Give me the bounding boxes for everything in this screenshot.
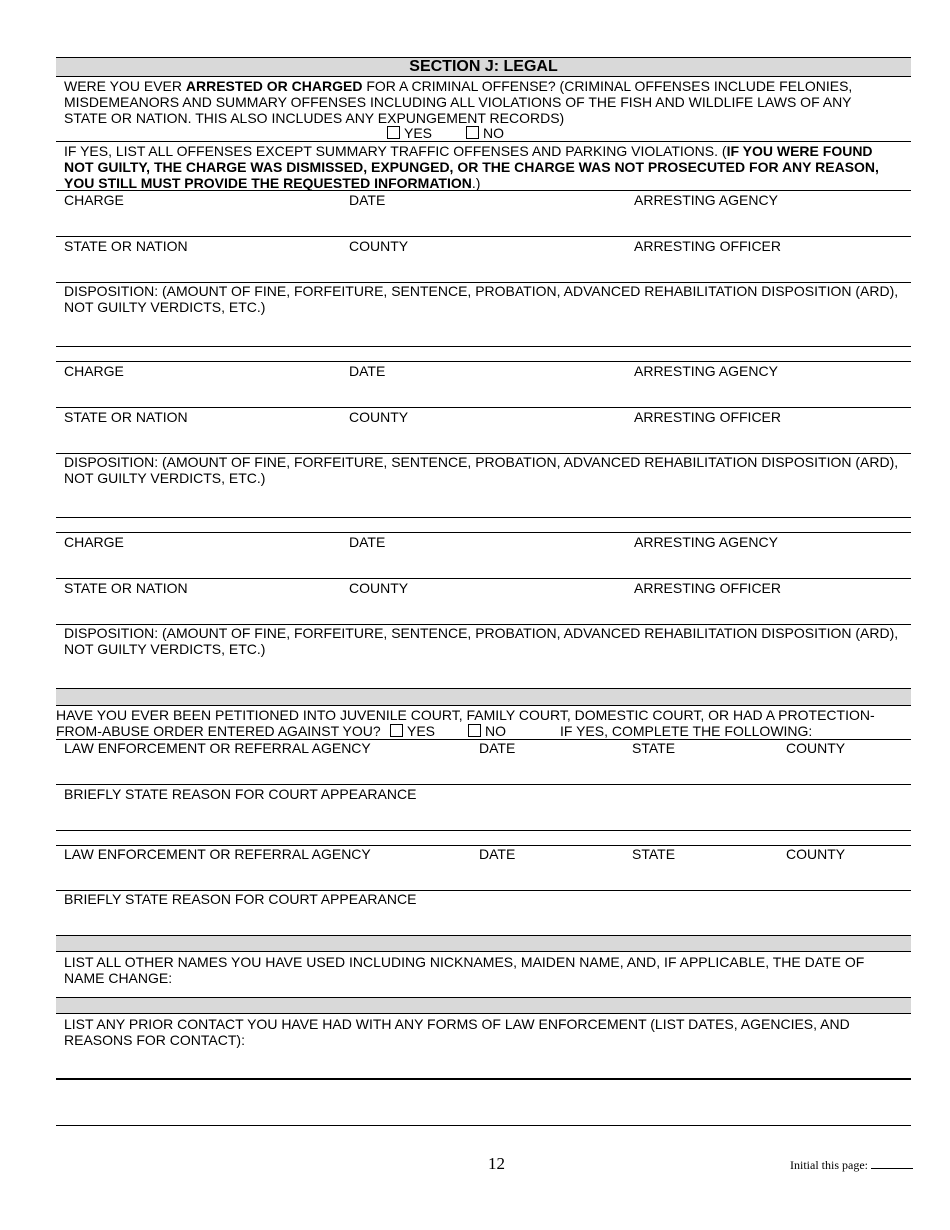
disposition-field[interactable] xyxy=(64,454,909,486)
court-date-field[interactable]: DATE xyxy=(479,740,516,756)
q1-bold: ARRESTED OR CHARGED xyxy=(185,78,363,94)
q3-line1: LIST ALL OTHER NAMES YOU HAVE USED INCLUDING NICKNAMES, MAIDEN NAME, AND, IF APPLICABLE, THE DATE OF xyxy=(64,954,865,970)
q1-yes-checkbox[interactable] xyxy=(387,126,400,139)
divider xyxy=(56,236,911,237)
section-separator xyxy=(56,935,911,952)
arresting-agency-field[interactable]: ARRESTING AGENCY xyxy=(634,534,778,550)
charge-field[interactable]: CHARGE xyxy=(64,363,124,379)
instr-bold3: YOU STILL MUST PROVIDE THE REQUESTED INFORMATION xyxy=(64,175,472,191)
disposition-label-2: NOT GUILTY VERDICTS, ETC.) xyxy=(64,299,266,315)
other-names-field[interactable] xyxy=(64,954,909,986)
state-or-nation-field[interactable]: STATE OR NATION xyxy=(64,238,188,254)
date-field[interactable]: DATE xyxy=(349,192,386,208)
divider xyxy=(56,517,911,518)
county-field[interactable]: COUNTY xyxy=(349,238,409,254)
juvenile-court-question xyxy=(56,707,911,723)
section-separator xyxy=(56,688,911,706)
offense-instructions xyxy=(64,143,909,191)
county-field[interactable]: COUNTY xyxy=(349,409,409,425)
page-number: 12 xyxy=(488,1154,505,1173)
disposition-label: DISPOSITION: (AMOUNT OF FINE, FORFEITURE, SENTENCE, PROBATION, ADVANCED REHABILITATION DISPOSITION (ARD), xyxy=(64,454,899,470)
disposition-field[interactable] xyxy=(64,625,909,657)
divider xyxy=(56,830,911,831)
q3-line2: NAME CHANGE: xyxy=(64,970,173,986)
q1-no-label: NO xyxy=(483,125,504,141)
charge-field[interactable]: CHARGE xyxy=(64,192,124,208)
q1-no-checkbox[interactable] xyxy=(466,126,479,139)
initial-blank[interactable] xyxy=(871,1168,913,1169)
initial-label: Initial this page: xyxy=(790,1158,868,1172)
state-or-nation-field[interactable]: STATE OR NATION xyxy=(64,409,188,425)
state-or-nation-field[interactable]: STATE OR NATION xyxy=(64,580,188,596)
divider xyxy=(56,1078,911,1080)
court-reason-field[interactable]: BRIEFLY STATE REASON FOR COURT APPEARANCE xyxy=(64,786,417,802)
court-state-field[interactable]: STATE xyxy=(632,740,676,756)
q1-pre: WERE YOU EVER xyxy=(64,78,186,94)
disposition-label-2: NOT GUILTY VERDICTS, ETC.) xyxy=(64,641,266,657)
q2-line2: FROM-ABUSE ORDER ENTERED AGAINST YOU? xyxy=(56,723,381,739)
disposition-field[interactable] xyxy=(64,283,909,315)
disposition-label: DISPOSITION: (AMOUNT OF FINE, FORFEITURE, SENTENCE, PROBATION, ADVANCED REHABILITATION DISPOSITION (ARD), xyxy=(64,625,899,641)
q2-line1: HAVE YOU EVER BEEN PETITIONED INTO JUVENILE COURT, FAMILY COURT, DOMESTIC COURT, OR HAD A PROTECTION- xyxy=(56,707,875,723)
divider xyxy=(56,578,911,579)
arresting-agency-field[interactable]: ARRESTING AGENCY xyxy=(634,192,778,208)
agency-field[interactable]: LAW ENFORCEMENT OR REFERRAL AGENCY xyxy=(64,740,371,756)
court-state-field[interactable]: STATE xyxy=(632,846,676,862)
q2-no-label: NO xyxy=(485,723,506,739)
court-county-field[interactable]: COUNTY xyxy=(786,846,846,862)
q1-no-option[interactable] xyxy=(466,125,504,141)
arresting-officer-field[interactable]: ARRESTING OFFICER xyxy=(634,238,782,254)
initial-this-page[interactable] xyxy=(790,1158,913,1173)
court-reason-field[interactable]: BRIEFLY STATE REASON FOR COURT APPEARANCE xyxy=(64,891,417,907)
divider xyxy=(56,361,911,362)
agency-field[interactable]: LAW ENFORCEMENT OR REFERRAL AGENCY xyxy=(64,846,371,862)
county-field[interactable]: COUNTY xyxy=(349,580,409,596)
disposition-label-2: NOT GUILTY VERDICTS, ETC.) xyxy=(64,470,266,486)
q1-yes-option[interactable] xyxy=(387,125,432,141)
q2-no-checkbox[interactable] xyxy=(468,724,481,737)
divider xyxy=(56,141,911,142)
q4-line1: LIST ANY PRIOR CONTACT YOU HAVE HAD WITH ANY FORMS OF LAW ENFORCEMENT (LIST DATES, AGENCIES, AND xyxy=(64,1016,850,1032)
arresting-officer-field[interactable]: ARRESTING OFFICER xyxy=(634,409,782,425)
q4-line2: REASONS FOR CONTACT): xyxy=(64,1032,245,1048)
divider xyxy=(56,407,911,408)
divider xyxy=(56,1125,911,1126)
date-field[interactable]: DATE xyxy=(349,363,386,379)
arresting-agency-field[interactable]: ARRESTING AGENCY xyxy=(634,363,778,379)
divider xyxy=(56,346,911,347)
section-title: SECTION J: LEGAL xyxy=(56,57,911,77)
section-separator xyxy=(56,997,911,1014)
charge-field[interactable]: CHARGE xyxy=(64,534,124,550)
instr-pre: IF YES, LIST ALL OFFENSES EXCEPT SUMMARY TRAFFIC OFFENSES AND PARKING VIOLATIONS. ( xyxy=(64,143,727,159)
q1-yes-label: YES xyxy=(404,125,433,141)
arresting-officer-field[interactable]: ARRESTING OFFICER xyxy=(634,580,782,596)
disposition-label: DISPOSITION: (AMOUNT OF FINE, FORFEITURE, SENTENCE, PROBATION, ADVANCED REHABILITATION DISPOSITION (ARD), xyxy=(64,283,899,299)
criminal-offense-question xyxy=(64,78,909,126)
divider xyxy=(56,532,911,533)
divider xyxy=(56,190,911,191)
instr-bold2: NOT GUILTY, THE CHARGE WAS DISMISSED, EXPUNGED, OR THE CHARGE WAS NOT PROSECUTED FOR ANY REASON, xyxy=(64,159,879,175)
q2-no-option[interactable] xyxy=(468,723,506,739)
prior-contact-field[interactable] xyxy=(64,1016,909,1048)
instr-post: .) xyxy=(471,175,481,191)
q2-yes-checkbox[interactable] xyxy=(390,724,403,737)
q2-followup: IF YES, COMPLETE THE FOLLOWING: xyxy=(560,723,813,739)
q2-yes-label: YES xyxy=(407,723,436,739)
divider xyxy=(56,784,911,785)
q1-post: FOR A CRIMINAL OFFENSE? (CRIMINAL OFFENSES INCLUDE FELONIES, xyxy=(362,78,853,94)
q1-line2: MISDEMEANORS AND SUMMARY OFFENSES INCLUDING ALL VIOLATIONS OF THE FISH AND WILDLIFE LAWS OF ANY xyxy=(64,94,852,110)
court-date-field[interactable]: DATE xyxy=(479,846,516,862)
q1-line3: STATE OR NATION. THIS ALSO INCLUDES ANY EXPUNGEMENT RECORDS) xyxy=(64,110,565,126)
q2-yes-option[interactable] xyxy=(390,723,435,739)
court-county-field[interactable]: COUNTY xyxy=(786,740,846,756)
date-field[interactable]: DATE xyxy=(349,534,386,550)
instr-bold1: IF YOU WERE FOUND xyxy=(726,143,873,159)
